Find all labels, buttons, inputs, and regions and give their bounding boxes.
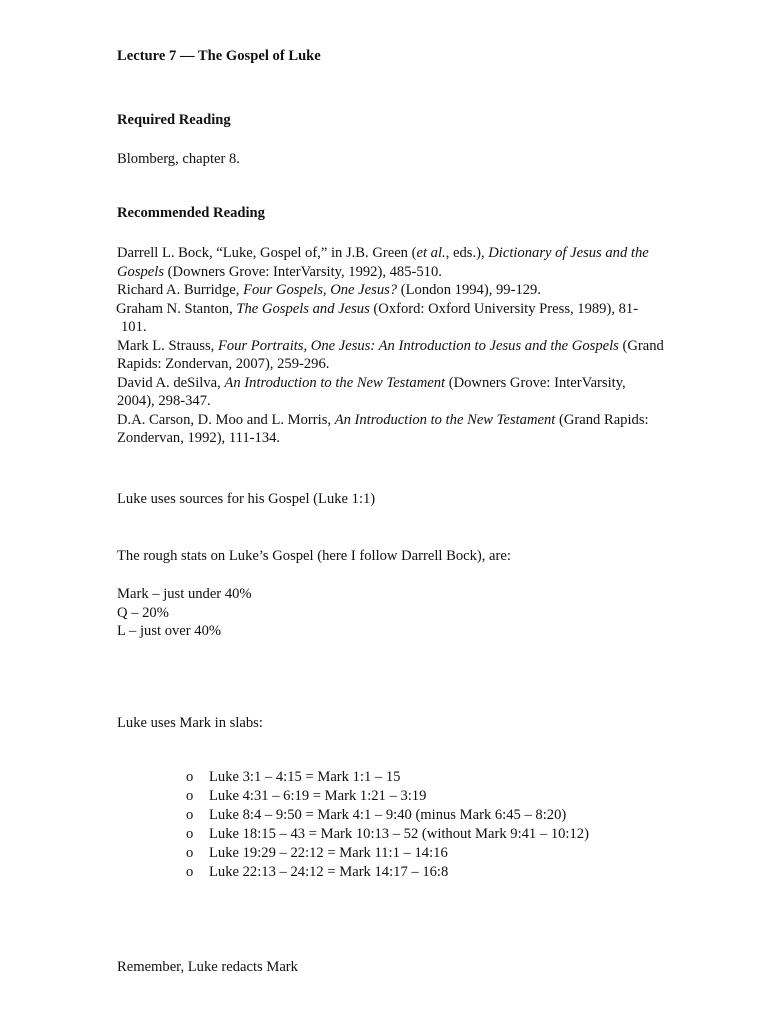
ref-text: (Grand Rapids: [555,411,649,428]
stat-l: L – just over 40% [117,623,222,639]
ref-italic-title: The Gospels and Jesus [236,300,370,317]
list-item [186,825,589,844]
ref-text: Rapids: Zondervan, 2007), 259-296. [117,356,330,372]
ref-text: 101. [121,319,147,335]
slab-text: Luke 4:31 – 6:19 = Mark 1:21 – 3:19 [209,788,427,804]
ref-text: , eds.), [445,245,489,261]
slabs-list [186,768,589,882]
required-reading-text: Blomberg, chapter 8. [117,151,240,167]
page-title: Lecture 7 — The Gospel of Luke [117,48,321,64]
reference-carson [117,411,700,448]
bullet-marker: o [186,769,194,785]
slab-text: Luke 19:29 – 22:12 = Mark 11:1 – 14:16 [209,845,448,861]
ref-text: (Downers Grove: InterVarsity, [445,374,626,391]
ref-text: Graham N. Stanton, [116,300,237,317]
ref-italic-title: Four Portraits, One Jesus: An Introduction to Jesus and the Gospels [217,337,619,354]
required-reading-heading: Required Reading [117,112,231,128]
list-item [186,844,589,863]
ref-italic-title: An Introduction to the New Testament [224,374,446,391]
bullet-marker: o [186,864,194,880]
stats-list [117,585,700,641]
reference-bock [117,244,700,281]
ref-text: Zondervan, 1992), 111-134. [117,430,281,446]
ref-text: 2004), 298-347. [117,393,211,409]
reference-burridge [117,281,700,300]
slabs-intro: Luke uses Mark in slabs: [117,715,263,731]
ref-text: (Grand [618,337,664,354]
ref-text: Mark L. Strauss, [117,337,218,354]
reference-desilva [117,374,700,411]
bullet-marker: o [186,788,194,804]
ref-text: (London 1994), 99-129. [397,282,541,298]
bullet-marker: o [186,807,194,823]
ref-italic: et al. [416,245,446,261]
ref-italic-title: Gospels [117,263,165,280]
ref-text: David A. deSilva, [117,374,225,391]
ref-text: (Oxford: Oxford University Press, 1989), 81- [369,300,639,317]
ref-text: Richard A. Burridge, [117,282,244,298]
stat-mark: Mark – just under 40% [117,586,252,602]
ref-text: (Downers Grove: InterVarsity, 1992), 485-510. [164,263,442,280]
slab-text: Luke 8:4 – 9:50 = Mark 4:1 – 9:40 (minus Mark 6:45 – 8:20) [209,807,567,823]
slab-text: Luke 18:15 – 43 = Mark 10:13 – 52 (without Mark 9:41 – 10:12) [209,826,589,842]
ref-text: Darrell L. Bock, “Luke, Gospel of,” in J.B. Green ( [117,245,417,261]
sources-line: Luke uses sources for his Gospel (Luke 1:1) [117,491,376,507]
stats-intro: The rough stats on Luke’s Gospel (here I follow Darrell Bock), are: [117,548,511,564]
list-item [186,863,589,882]
slab-text: Luke 22:13 – 24:12 = Mark 14:17 – 16:8 [209,864,449,880]
recommended-reading-list [117,244,700,448]
reference-stanton [116,300,700,337]
reference-strauss [117,337,700,374]
ref-italic-title: Four Gospels, One Jesus? [243,282,398,298]
stat-q: Q – 20% [117,604,169,621]
ref-text: D.A. Carson, D. Moo and L. Morris, [117,411,335,428]
list-item [186,787,589,806]
bullet-marker: o [186,845,194,861]
ref-italic-title: Dictionary of Jesus and the [488,245,649,261]
list-item [186,806,589,825]
closing-line: Remember, Luke redacts Mark [117,959,298,975]
slab-text: Luke 3:1 – 4:15 = Mark 1:1 – 15 [209,769,401,785]
ref-italic-title: An Introduction to the New Testament [334,411,556,428]
bullet-marker: o [186,826,194,842]
list-item [186,768,589,787]
recommended-reading-heading: Recommended Reading [117,205,265,221]
